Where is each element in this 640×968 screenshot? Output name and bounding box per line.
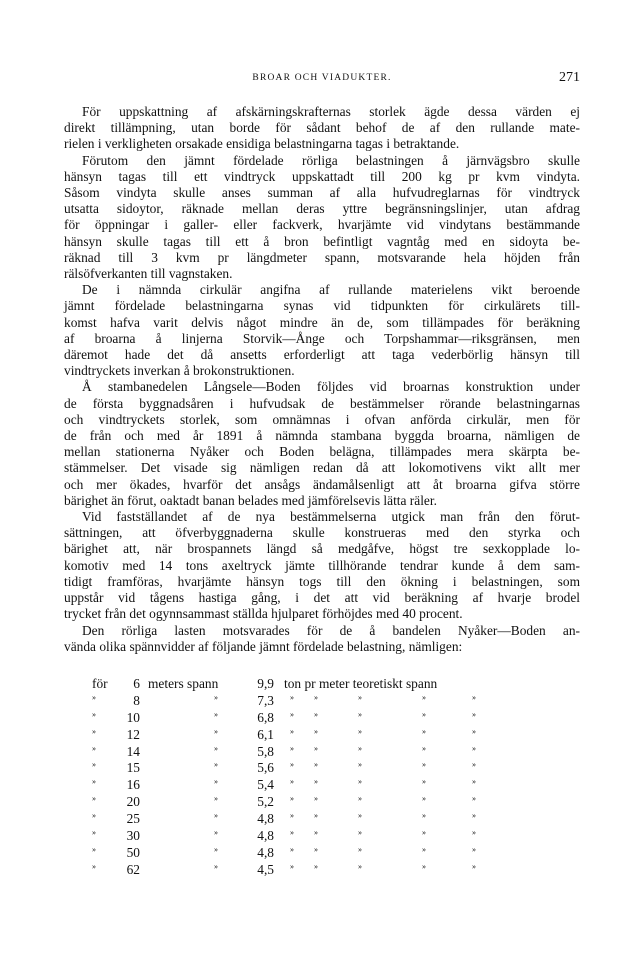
ditto-mark: » [422, 760, 426, 770]
text-line: bärighet att, när brospannets längd så medgåfve, högst tre sexkopplade lo- [64, 541, 580, 557]
text-line: de från och med år 1891 å nämnda stambana byggda broarna, nämligen de [64, 428, 580, 444]
ditto-mark: » [472, 743, 476, 753]
text-line: och vindtryckets storlek, som omnämnas i ofvan anförda cirkulär, men för [64, 411, 580, 427]
load-value: 5,8 [257, 743, 274, 759]
ditto-mark: » [422, 811, 426, 821]
ditto-mark: » [314, 844, 318, 854]
ditto-mark: » [290, 760, 294, 770]
text-line: komst hafva varit delvis något mindre än de, som tillämpades för beräkning [64, 314, 580, 330]
ditto-mark: » [358, 692, 362, 702]
paragraph [64, 509, 580, 622]
ditto-mark: » [472, 760, 476, 770]
text-line: rälsöfverkanten till vagnstaken. [64, 266, 233, 282]
ditto-mark: » [358, 844, 362, 854]
ditto-mark: » [214, 828, 218, 838]
load-value: 7,3 [257, 692, 274, 708]
page-header [64, 70, 580, 91]
book-page [64, 0, 580, 968]
ditto-mark: » [358, 794, 362, 804]
ditto-mark: » [214, 692, 218, 702]
ditto-mark: » [472, 861, 476, 871]
text-line: mellan stationerna Nyåker och Boden belägna, tillämpades mera skärpta be- [64, 444, 580, 460]
row-lead: » [92, 709, 96, 719]
ditto-mark: » [290, 828, 294, 838]
load-value: 6,1 [257, 726, 274, 742]
ditto-mark: » [290, 811, 294, 821]
ditto-mark: » [472, 726, 476, 736]
table-row [64, 811, 580, 828]
text-line: Den rörliga lasten motsvarades för de å bandelen Nyåker—Boden an- [82, 622, 580, 638]
ditto-mark: » [472, 811, 476, 821]
table-row [64, 727, 580, 744]
text-line: vända olika spännvidder af följande jämnt fördelade belastning, nämligen: [64, 638, 463, 654]
ditto-mark: » [314, 709, 318, 719]
row-lead: » [92, 760, 96, 770]
text-line: räknad till 3 kvm pr längdmeter spann, motsvarande hela höjden från [64, 249, 580, 265]
ditto-mark: » [290, 861, 294, 871]
table-row [64, 794, 580, 811]
ditto-mark: » [314, 811, 318, 821]
load-value: 9,9 [257, 676, 274, 691]
row-lead: » [92, 692, 96, 702]
text-line: För uppskattning af afskärningskrafternas storlek ägde dessa värden ej [82, 104, 580, 119]
text-line: uppstår vid tågens hastiga gång, i det att vid beräkning af hvarje brodel [64, 590, 580, 606]
load-value: 4,8 [257, 828, 274, 844]
table-row [64, 862, 580, 879]
ditto-mark: » [422, 743, 426, 753]
row-lead: » [92, 828, 96, 838]
text-line: däremot hade det då ansetts erforderligt att taga vederbörlig hänsyn till [64, 347, 580, 363]
ditto-mark: » [314, 794, 318, 804]
ditto-mark: » [214, 811, 218, 821]
ditto-mark: » [472, 709, 476, 719]
text-line: jämnt fördelade belastningarna synas vid tidpunkten för cirkulärets till- [64, 298, 580, 314]
ditto-mark: » [472, 844, 476, 854]
row-lead: » [92, 861, 96, 871]
span-value: 62 [126, 861, 140, 877]
ditto-mark: » [214, 861, 218, 871]
load-unit: ton pr meter teoretiskt spann [284, 676, 438, 691]
row-lead: » [92, 743, 96, 753]
table-row-first [64, 676, 580, 693]
ditto-mark: » [314, 726, 318, 736]
ditto-mark: » [422, 709, 426, 719]
page-number: 271 [559, 70, 580, 85]
span-value: 15 [126, 760, 140, 776]
ditto-mark: » [290, 709, 294, 719]
text-line: och mer ökades, hvarför det ansågs ändamålsenligt att åt broarna gifva större [64, 476, 580, 492]
ditto-mark: » [422, 828, 426, 838]
ditto-mark: » [214, 777, 218, 787]
ditto-mark: » [214, 709, 218, 719]
span-value: 30 [126, 828, 140, 844]
load-value: 5,2 [257, 794, 274, 810]
span-value: 14 [126, 743, 140, 759]
text-line: af broarna å linjerna Storvik—Ånge och Torpshammar—riksgränsen, men [64, 330, 580, 346]
ditto-mark: » [358, 811, 362, 821]
row-lead: » [92, 811, 96, 821]
ditto-mark: » [314, 828, 318, 838]
paragraph [64, 282, 580, 379]
ditto-mark: » [358, 726, 362, 736]
ditto-mark: » [472, 777, 476, 787]
table-row [64, 828, 580, 845]
ditto-mark: » [314, 777, 318, 787]
span-value: 6 [133, 676, 140, 691]
text-line: utsatta sidoytor, räknade mellan deras yttre begränsningslinjer, utan afdrag [64, 201, 580, 217]
ditto-mark: » [358, 743, 362, 753]
row-lead: » [92, 794, 96, 804]
text-line: för öppningar i galler- eller fackverk, hvarjämte vid vindytans bestämmande [64, 217, 580, 233]
ditto-mark: » [422, 861, 426, 871]
text-line: Å stambanedelen Långsele—Boden följdes vid broarnas konstruktion under [82, 379, 580, 395]
load-value: 4,5 [257, 861, 274, 877]
table-row [64, 744, 580, 761]
ditto-mark: » [214, 760, 218, 770]
row-lead: » [92, 777, 96, 787]
ditto-mark: » [358, 828, 362, 838]
span-unit: meters spann [148, 676, 219, 691]
text-line: hänsyn skulle tagas till ett å bron befintligt vagntåg med en sidoyta be- [64, 233, 580, 249]
ditto-mark: » [214, 844, 218, 854]
text-line: vindtryckets inverkan å brokonstruktionen. [64, 363, 295, 379]
row-lead: » [92, 844, 96, 854]
text-line: rielen i verkligheten orsakade ensidiga belastningarna tagas i betraktande. [64, 136, 460, 152]
text-line: komotiv med 14 tons axeltryck jämte tillhörande tendrar kunde å dem sam- [64, 557, 580, 573]
ditto-mark: » [422, 844, 426, 854]
ditto-mark: » [290, 743, 294, 753]
load-value: 5,4 [257, 777, 274, 793]
ditto-mark: » [472, 828, 476, 838]
text-line: Såsom vindyta skulle anses summan af alla hufvudreglarnas för vindtryck [64, 185, 580, 201]
ditto-mark: » [422, 692, 426, 702]
text-line: bärighet än förut, oaktadt banan belades med jämförelsevis lätta räler. [64, 492, 437, 508]
text-line: Vid fastställandet af de nya bestämmelserna utgick man från den förut- [82, 509, 580, 525]
ditto-mark: » [422, 794, 426, 804]
ditto-mark: » [358, 709, 362, 719]
ditto-mark: » [422, 777, 426, 787]
ditto-mark: » [214, 794, 218, 804]
body-text [64, 104, 580, 655]
table-row [64, 693, 580, 710]
load-table [64, 676, 580, 879]
ditto-mark: » [358, 777, 362, 787]
ditto-mark: » [314, 760, 318, 770]
text-line: de första byggnadsåren i hufvudsak de bestämmelser rörande belastningarnas [64, 395, 580, 411]
ditto-mark: » [290, 726, 294, 736]
span-value: 10 [126, 709, 140, 725]
row-lead: för [92, 676, 108, 691]
ditto-mark: » [314, 861, 318, 871]
paragraph [64, 153, 580, 283]
text-line: direkt tillämpning, utan borde för sådant behof de af den rullande mate- [64, 120, 580, 136]
ditto-mark: » [422, 726, 426, 736]
text-line: De i nämnda cirkulär angifna af rullande materielens vikt beroende [82, 282, 580, 298]
ditto-mark: » [314, 743, 318, 753]
text-line: tidigt framföras, hvarjämte hänsyn togs till den ökning i belastningen, som [64, 573, 580, 589]
text-line: hänsyn tagas till ett vindtryck uppskattadt till 200 kg pr kvm vindyta. [64, 168, 580, 184]
ditto-mark: » [358, 760, 362, 770]
ditto-mark: » [358, 861, 362, 871]
running-title: BROAR OCH VIADUKTER. [252, 73, 392, 83]
ditto-mark: » [290, 794, 294, 804]
load-value: 4,8 [257, 844, 274, 860]
text-line: Förutom den jämnt fördelade rörliga belastningen å järnvägsbro skulle [82, 152, 580, 168]
span-value: 25 [126, 811, 140, 827]
ditto-mark: » [214, 726, 218, 736]
span-value: 50 [126, 844, 140, 860]
table-row [64, 845, 580, 862]
paragraph [64, 104, 580, 153]
table-row [64, 760, 580, 777]
table-row [64, 777, 580, 794]
ditto-mark: » [290, 844, 294, 854]
row-lead: » [92, 726, 96, 736]
text-line: sättningen, att öfverbyggnaderna skulle konstrueras med den styrka och [64, 525, 580, 541]
span-value: 12 [126, 726, 140, 742]
ditto-mark: » [472, 692, 476, 702]
table-row [64, 710, 580, 727]
ditto-mark: » [290, 692, 294, 702]
load-value: 4,8 [257, 811, 274, 827]
span-value: 16 [126, 777, 140, 793]
ditto-mark: » [472, 794, 476, 804]
paragraph [64, 379, 580, 509]
span-value: 20 [126, 794, 140, 810]
paragraph [64, 623, 580, 655]
load-value: 6,8 [257, 709, 274, 725]
ditto-mark: » [314, 692, 318, 702]
span-value: 8 [133, 692, 140, 708]
text-line: stämmelser. Det visade sig nämligen redan då att lokomotivens vikt allt mer [64, 460, 580, 476]
load-value: 5,6 [257, 760, 274, 776]
ditto-mark: » [214, 743, 218, 753]
ditto-mark: » [290, 777, 294, 787]
text-line: trycket från det ogynnsammast ställda hjulparet förhöjdes med 40 procent. [64, 606, 463, 622]
